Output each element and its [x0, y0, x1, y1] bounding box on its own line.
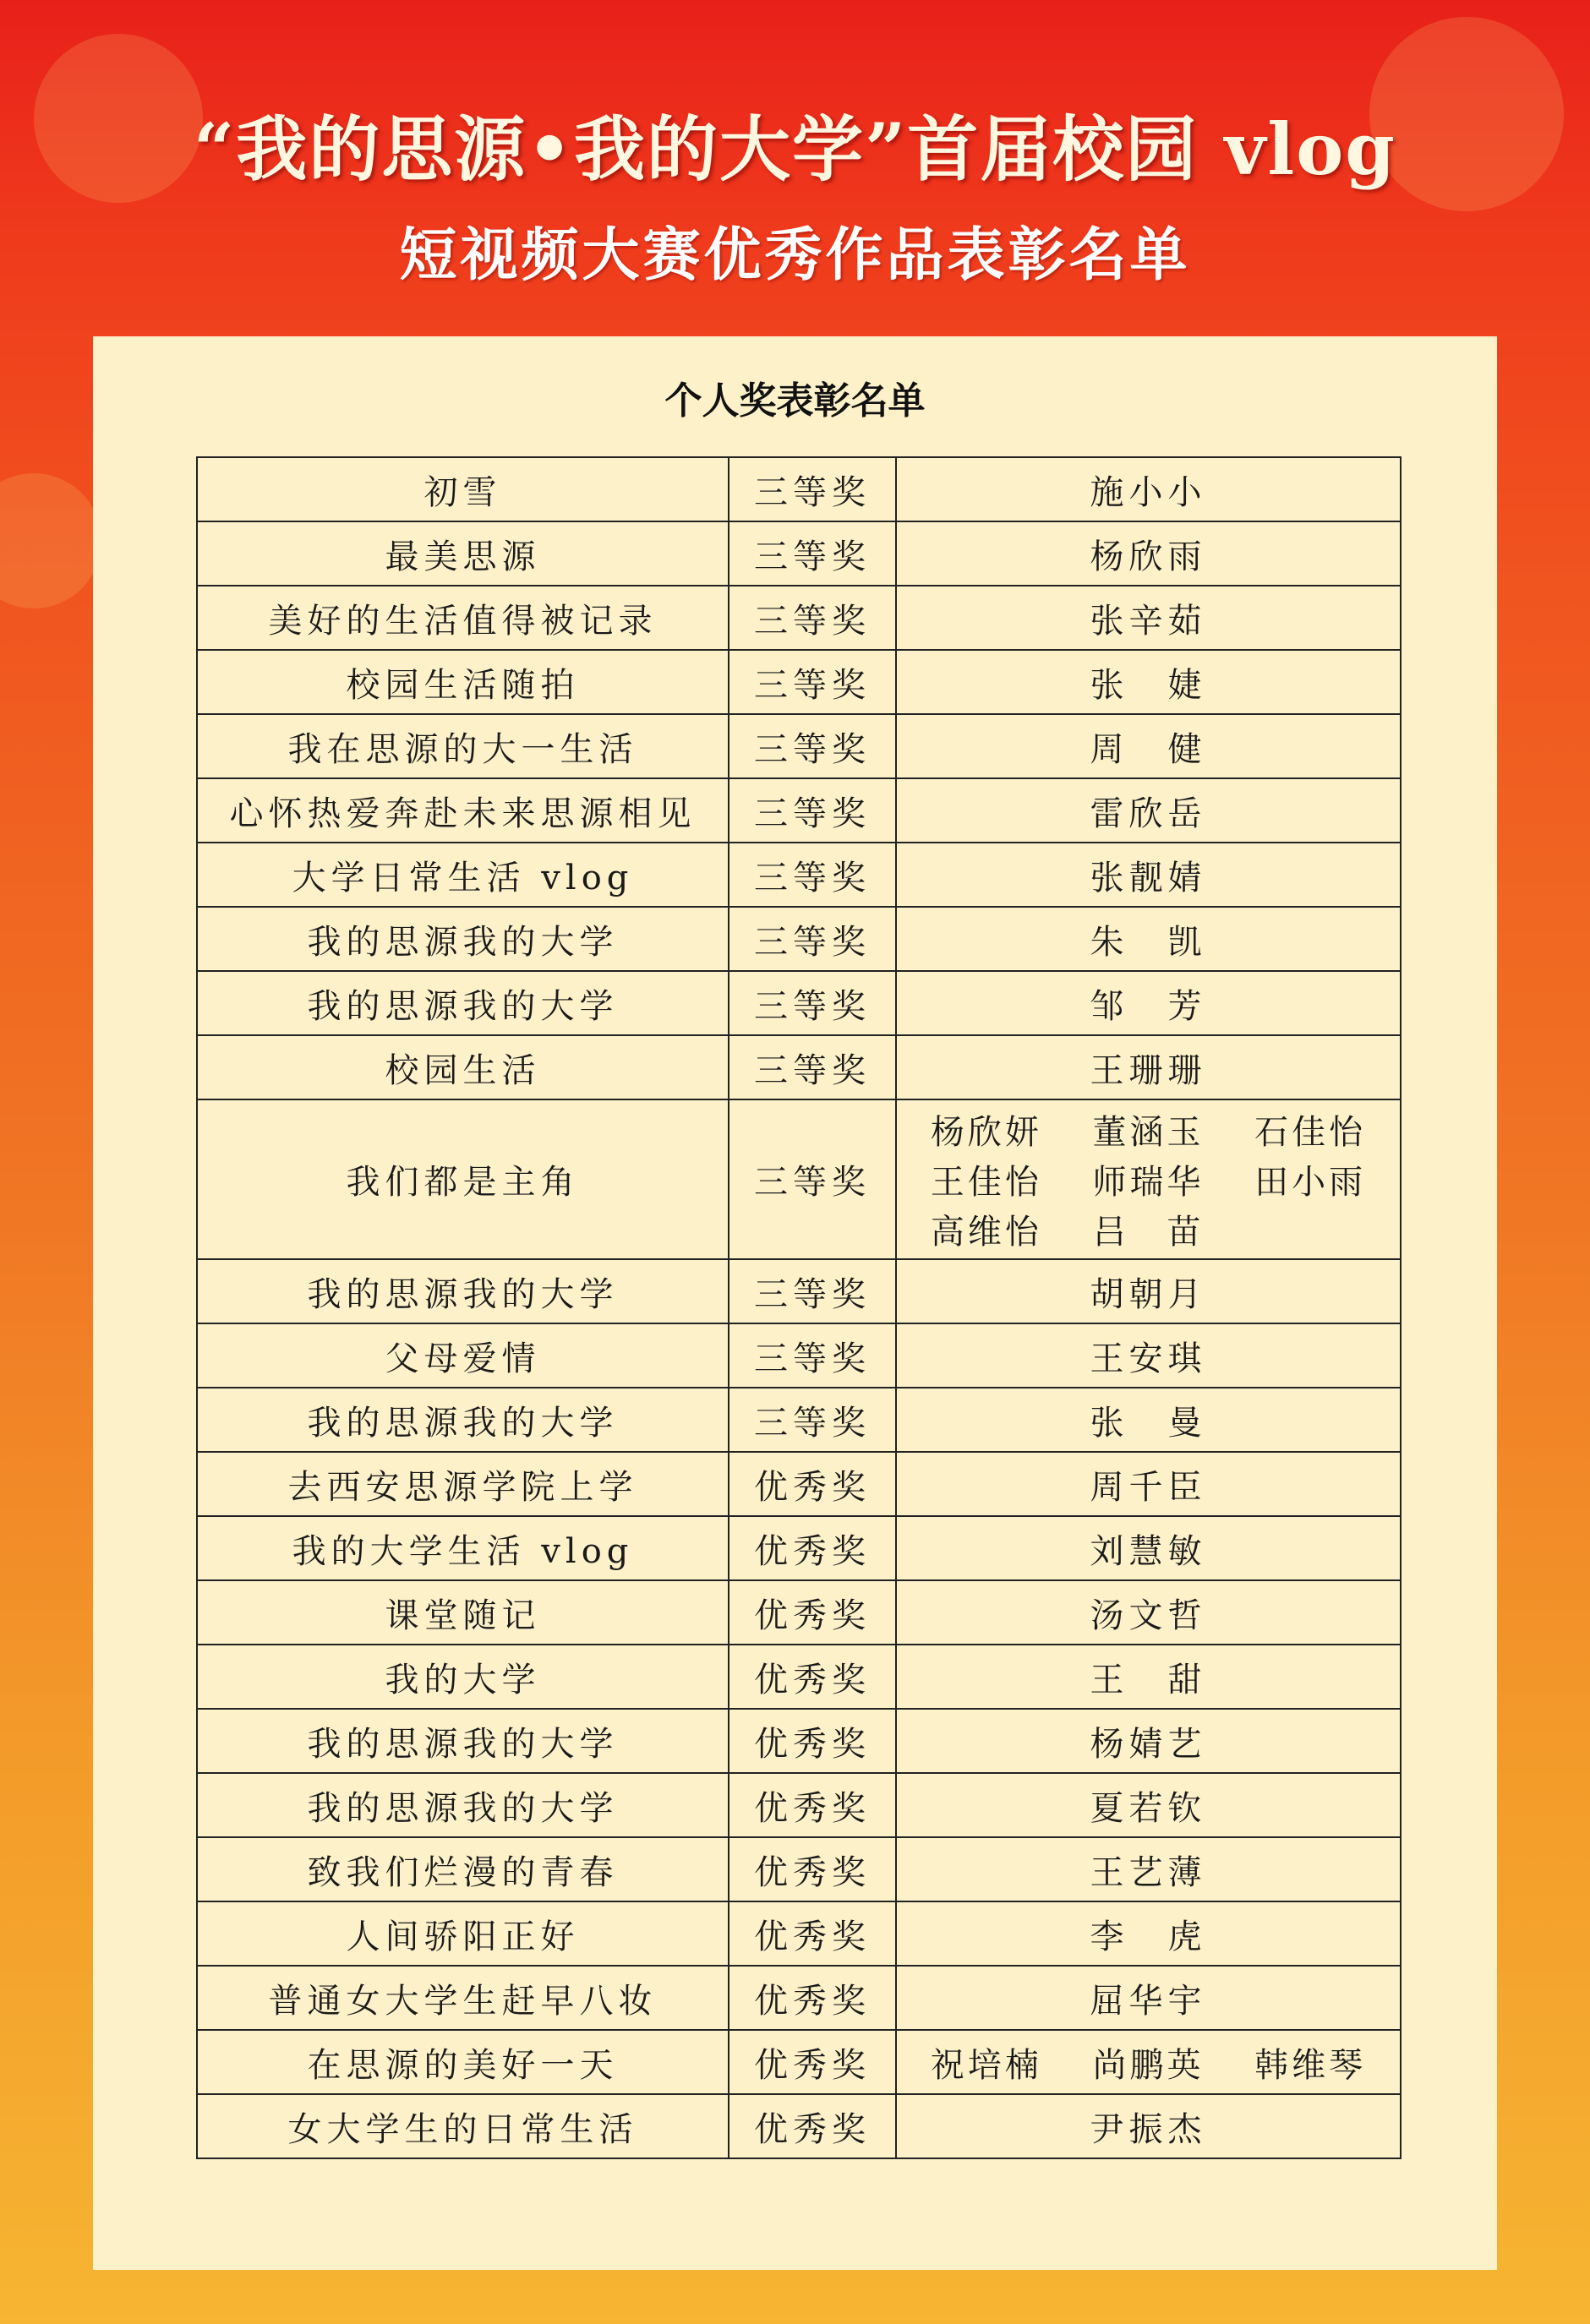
table-row [197, 843, 1401, 907]
table-row [197, 457, 1401, 521]
award-level-cell: 优秀奖 [729, 1452, 896, 1516]
winner-names-cell: 夏若钦 [896, 1773, 1401, 1837]
page-subtitle: 短视频大赛优秀作品表彰名单 [399, 222, 1191, 289]
winner-name: 师瑞华 [1092, 1163, 1205, 1202]
award-level-cell: 三等奖 [729, 1323, 896, 1388]
work-title-cell: 我的大学生活 vlog [197, 1516, 729, 1580]
winner-names-cell [896, 1099, 1401, 1259]
table-row [197, 714, 1401, 778]
table-row [197, 586, 1401, 650]
award-level-cell: 优秀奖 [729, 1837, 896, 1901]
work-title-cell: 大学日常生活 vlog [197, 843, 729, 907]
work-title-cell: 美好的生活值得被记录 [197, 586, 729, 650]
winner-names-cell: 汤文哲 [896, 1580, 1401, 1645]
table-heading: 个人奖表彰名单 [664, 379, 926, 423]
work-title-cell: 女大学生的日常生活 [197, 2094, 729, 2158]
award-level-cell: 三等奖 [729, 907, 896, 971]
work-title-cell: 致我们烂漫的青春 [197, 1837, 729, 1901]
table-row [197, 1580, 1401, 1645]
table-row [197, 971, 1401, 1035]
award-level-cell: 三等奖 [729, 650, 896, 714]
winner-names-cell [896, 2030, 1401, 2094]
background-decoration [0, 473, 101, 608]
work-title-cell: 我在思源的大一生活 [197, 714, 729, 778]
table-row [197, 1773, 1401, 1837]
winner-name: 韩维琴 [1254, 2045, 1367, 2085]
table-row [197, 1388, 1401, 1452]
work-title-cell: 心怀热爱奔赴未来思源相见 [197, 778, 729, 843]
work-title-cell: 校园生活 [197, 1035, 729, 1099]
winner-names-cell: 周 健 [896, 714, 1401, 778]
work-title-cell: 我的思源我的大学 [197, 1388, 729, 1452]
table-row [197, 1099, 1401, 1259]
table-row [197, 521, 1401, 586]
work-title-cell: 普通女大学生赶早八妆 [197, 1966, 729, 2030]
work-title-cell: 我的思源我的大学 [197, 907, 729, 971]
winner-name: 田小雨 [1254, 1163, 1367, 1202]
winner-name: 高维怡 [930, 1213, 1042, 1252]
award-level-cell: 优秀奖 [729, 1773, 896, 1837]
winner-name: 祝培楠 [930, 2045, 1042, 2085]
work-title-cell: 在思源的美好一天 [197, 2030, 729, 2094]
award-level-cell: 三等奖 [729, 778, 896, 843]
work-title-cell: 父母爱情 [197, 1323, 729, 1388]
work-title-cell: 课堂随记 [197, 1580, 729, 1645]
work-title-cell: 我的思源我的大学 [197, 971, 729, 1035]
award-table [196, 456, 1401, 2159]
table-row [197, 1452, 1401, 1516]
award-level-cell: 优秀奖 [729, 2030, 896, 2094]
work-title-cell: 我的思源我的大学 [197, 1709, 729, 1773]
winner-names-cell: 张 婕 [896, 650, 1401, 714]
work-title-cell: 初雪 [197, 457, 729, 521]
table-row [197, 1035, 1401, 1099]
winner-name: 石佳怡 [1254, 1113, 1367, 1152]
table-row [197, 907, 1401, 971]
work-title-cell: 我的大学 [197, 1645, 729, 1709]
award-level-cell: 优秀奖 [729, 1516, 896, 1580]
award-level-cell: 三等奖 [729, 714, 896, 778]
winner-names-cell: 刘慧敏 [896, 1516, 1401, 1580]
winner-names-cell: 周千臣 [896, 1452, 1401, 1516]
award-level-cell: 三等奖 [729, 843, 896, 907]
winner-names-cell: 张 曼 [896, 1388, 1401, 1452]
table-row [197, 1516, 1401, 1580]
table-row [197, 1645, 1401, 1709]
work-title-cell: 我的思源我的大学 [197, 1259, 729, 1323]
winner-names-cell: 雷欣岳 [896, 778, 1401, 843]
winner-names-cell: 施小小 [896, 457, 1401, 521]
winner-names-cell: 王珊珊 [896, 1035, 1401, 1099]
award-level-cell: 优秀奖 [729, 1580, 896, 1645]
award-level-cell: 三等奖 [729, 586, 896, 650]
award-level-cell: 优秀奖 [729, 2094, 896, 2158]
award-level-cell: 三等奖 [729, 1035, 896, 1099]
award-level-cell: 三等奖 [729, 521, 896, 586]
winner-names-cell: 王安琪 [896, 1323, 1401, 1388]
table-row [197, 778, 1401, 843]
award-level-cell: 三等奖 [729, 1259, 896, 1323]
winner-name: 董涵玉 [1092, 1113, 1205, 1152]
winner-names-cell: 王艺薄 [896, 1837, 1401, 1901]
winner-name: 杨欣妍 [930, 1113, 1042, 1152]
winner-name: 尚鹏英 [1092, 2045, 1205, 2085]
winner-names-cell: 朱 凯 [896, 907, 1401, 971]
table-row [197, 1259, 1401, 1323]
winner-names-cell: 王 甜 [896, 1645, 1401, 1709]
work-title-cell: 人间骄阳正好 [197, 1901, 729, 1966]
winner-name: 吕 苗 [1092, 1213, 1205, 1252]
table-row [197, 1323, 1401, 1388]
winner-names-cell: 杨婧艺 [896, 1709, 1401, 1773]
table-row [197, 650, 1401, 714]
winner-names-cell: 邹 芳 [896, 971, 1401, 1035]
table-row [197, 1837, 1401, 1901]
award-level-cell: 三等奖 [729, 1388, 896, 1452]
award-level-cell: 三等奖 [729, 1099, 896, 1259]
award-level-cell: 优秀奖 [729, 1901, 896, 1966]
winner-names-cell: 屈华宇 [896, 1966, 1401, 2030]
work-title-cell: 我的思源我的大学 [197, 1773, 729, 1837]
work-title-cell: 去西安思源学院上学 [197, 1452, 729, 1516]
winner-names-cell: 胡朝月 [896, 1259, 1401, 1323]
winner-names-cell: 杨欣雨 [896, 521, 1401, 586]
winner-names-cell: 尹振杰 [896, 2094, 1401, 2158]
work-title-cell: 校园生活随拍 [197, 650, 729, 714]
work-title-cell: 最美思源 [197, 521, 729, 586]
table-row [197, 1709, 1401, 1773]
work-title-cell: 我们都是主角 [197, 1099, 729, 1259]
winner-names-cell: 张辛茹 [896, 586, 1401, 650]
winner-names-cell: 张靓婧 [896, 843, 1401, 907]
award-level-cell: 优秀奖 [729, 1645, 896, 1709]
table-row [197, 1966, 1401, 2030]
award-list-panel [93, 336, 1497, 2270]
winner-name: 王佳怡 [930, 1163, 1042, 1202]
award-level-cell: 三等奖 [729, 971, 896, 1035]
winner-names-cell: 李 虎 [896, 1901, 1401, 1966]
table-row [197, 2030, 1401, 2094]
table-row [197, 1901, 1401, 1966]
page-title: “我的思源•我的大学”首届校园 vlog [193, 107, 1397, 191]
table-row [197, 2094, 1401, 2158]
award-level-cell: 优秀奖 [729, 1709, 896, 1773]
award-level-cell: 优秀奖 [729, 1966, 896, 2030]
award-level-cell: 三等奖 [729, 457, 896, 521]
